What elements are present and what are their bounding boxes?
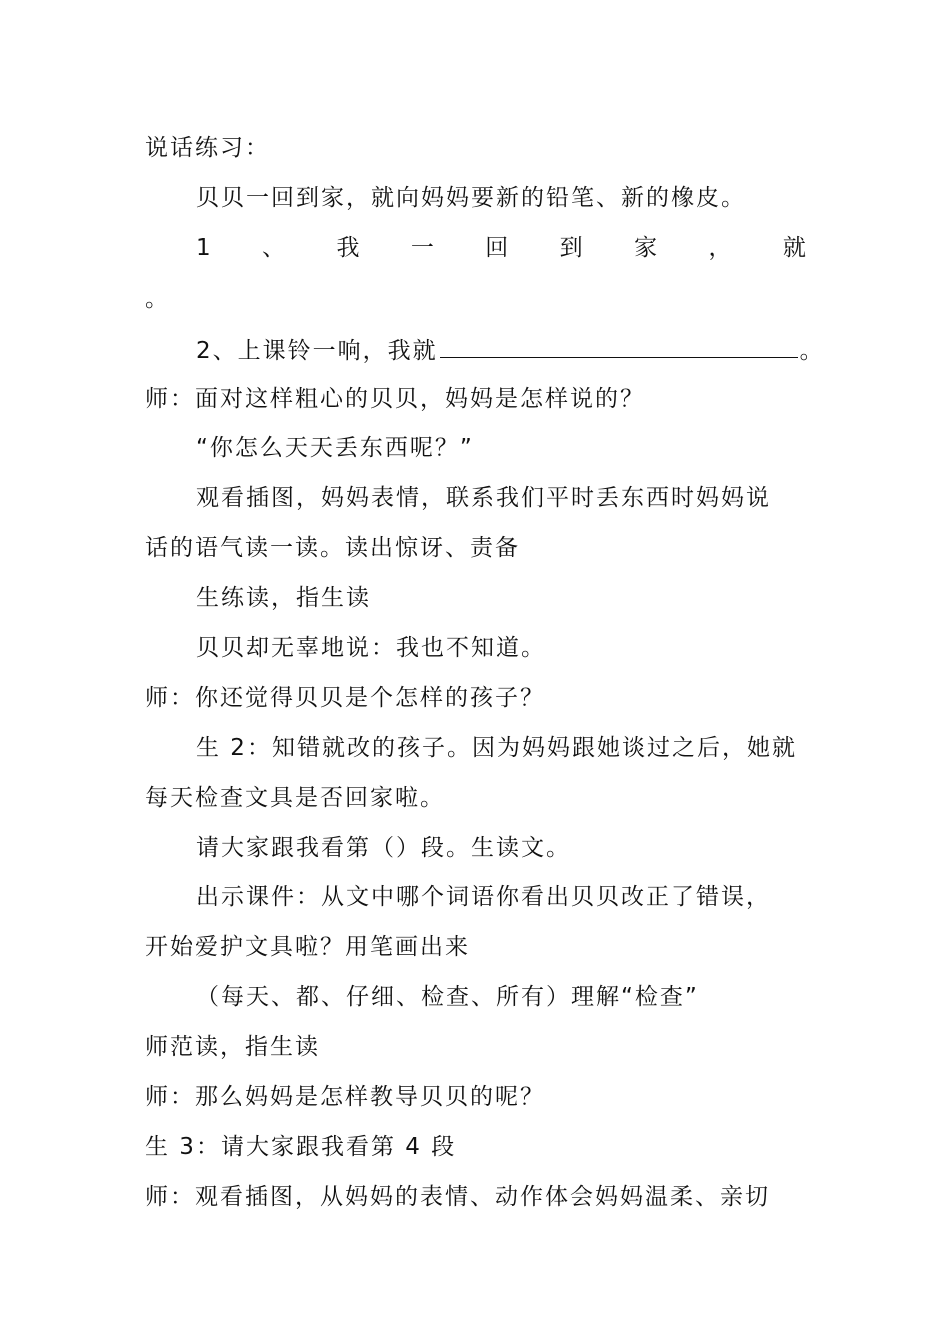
paragraph-line: 生 3：请大家跟我看第 4 段: [145, 1134, 457, 1160]
paragraph-line: 师：观看插图，从妈妈的表情、动作体会妈妈温柔、亲切: [145, 1184, 770, 1210]
paragraph-line: 生 2：知错就改的孩子。因为妈妈跟她谈过之后，她就: [196, 735, 797, 761]
char: 1: [196, 235, 211, 261]
exercise-prefix: 2、上课铃一响，我就: [196, 338, 438, 364]
paragraph-line: 生练读，指生读: [196, 585, 371, 611]
paragraph-line: 话的语气读一读。读出惊讶、责备: [145, 535, 520, 561]
char: 家: [634, 235, 658, 261]
paragraph-line: 师：那么妈妈是怎样教导贝贝的呢？: [145, 1084, 545, 1110]
paragraph-line: 贝贝却无辜地说：我也不知道。: [196, 635, 546, 661]
paragraph-line: 师范读，指生读: [145, 1034, 320, 1060]
section-heading: 说话练习：: [145, 135, 270, 161]
exercise-suffix: 。: [799, 338, 825, 364]
paragraph-line: 开始爱护文具啦？用笔画出来: [145, 934, 470, 960]
char: ，: [708, 235, 732, 261]
char: 、: [262, 235, 286, 261]
exercise-line-1: [196, 233, 806, 263]
paragraph-line: 师：你还觉得贝贝是个怎样的孩子？: [145, 685, 545, 711]
char: 就: [782, 235, 806, 261]
char: 到: [559, 235, 583, 261]
paragraph-line: 每天检查文具是否回家啦。: [145, 785, 445, 811]
paragraph-line: 请大家跟我看第（）段。生读文。: [196, 835, 571, 861]
paragraph-line: 出示课件：从文中哪个词语你看出贝贝改正了错误，: [196, 884, 771, 910]
char: 回: [485, 235, 509, 261]
quote-line: “你怎么天天丢东西呢？”: [196, 435, 474, 461]
paragraph-line: 观看插图，妈妈表情，联系我们平时丢东西时妈妈说: [196, 485, 771, 511]
char: 我: [336, 235, 360, 261]
fill-in-blank: [440, 335, 798, 358]
paragraph-line: （每天、都、仔细、检查、所有）理解“检查”: [196, 984, 699, 1010]
exercise-line-1-end: 。: [145, 286, 170, 312]
char: 一: [410, 235, 434, 261]
exercise-line-2: [196, 335, 825, 366]
paragraph-line: 贝贝一回到家，就向妈妈要新的铅笔、新的橡皮。: [196, 185, 746, 211]
paragraph-line: 师：面对这样粗心的贝贝，妈妈是怎样说的？: [145, 386, 645, 412]
